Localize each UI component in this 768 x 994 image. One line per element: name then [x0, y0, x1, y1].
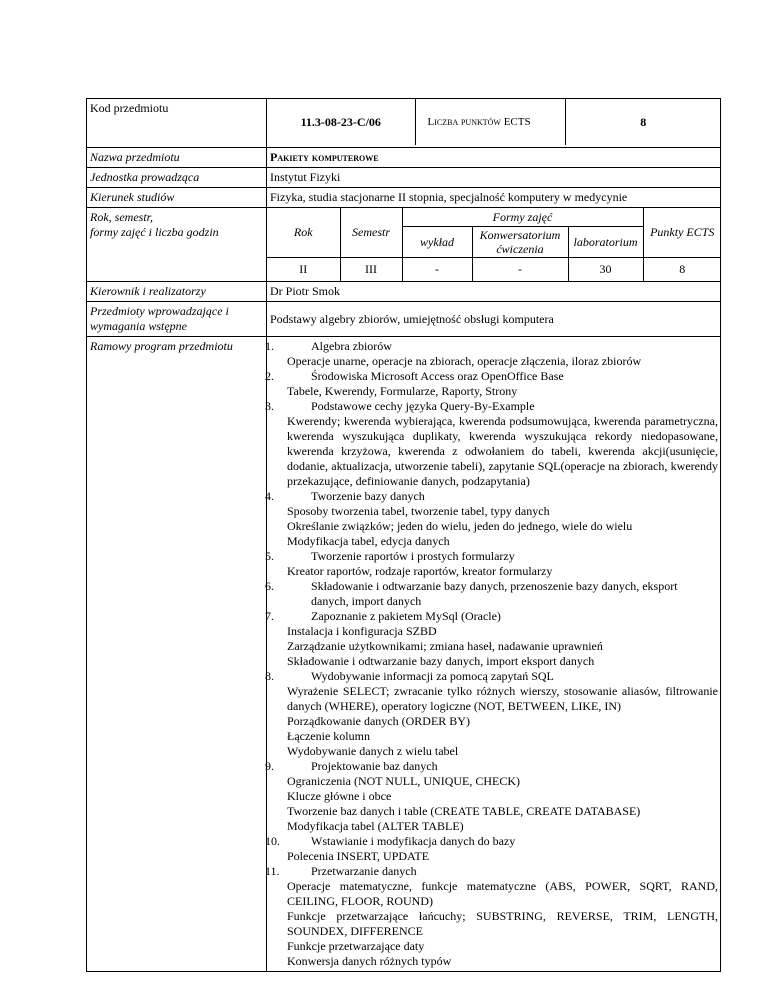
program-item-line: Kwerendy; kwerenda wybierająca, kwerenda podsumowująca, kwerenda parametryczna, kwerenda wyszukująca duplikaty, kwerenda wyszukująca rekordy niedopasowane, kwerenda krzyżowa, kwerenda z odwołaniem do tabeli, kwerenda akcji(usunięcie, dodanie, aktualizacja, utworzenie tabeli), zapytanie SQL(operacje na zbiorach, kwerendy przekazujące, definiowanie danych, podzapytania) — [287, 414, 718, 488]
course-card-table — [86, 98, 721, 972]
program-item-line: Modyfikacja tabel (ALTER TABLE) — [287, 819, 464, 833]
program-item-title — [265, 759, 718, 774]
program-item — [265, 399, 718, 489]
code-label: Kod przedmiotu — [87, 99, 267, 148]
program-label: Ramowy program przedmiotu — [87, 337, 267, 972]
program-item-title — [265, 549, 718, 564]
program-item-line: Klucze główne i obce — [287, 789, 392, 803]
program-item-title-text: Tworzenie raportów i prostych formularzy — [311, 549, 515, 563]
rok-value: II — [267, 257, 340, 281]
program-item — [265, 549, 718, 579]
prereq-label — [87, 302, 267, 337]
program-item-line: Tabele, Kwerendy, Formularze, Raporty, Strony — [287, 384, 518, 398]
program-item-number: 10. — [265, 834, 280, 848]
program-item-line: Porządkowanie danych (ORDER BY) — [287, 714, 470, 728]
program-item — [265, 759, 718, 834]
program-item — [265, 369, 718, 399]
wyklad-header: wykład — [402, 226, 472, 257]
program-item-line: Kreator raportów, rodzaje raportów, kreator formularzy — [287, 564, 553, 578]
forms-label — [87, 208, 267, 282]
program-item — [265, 864, 718, 969]
course-name: Pakiety komputerowe — [267, 148, 721, 168]
formy-header: Formy zajęć — [402, 208, 643, 226]
konwersatorium-value: - — [472, 257, 568, 281]
program-item-line: Zarządzanie użytkownikami; zmiana haseł, nadawanie uprawnień — [287, 639, 603, 653]
program-row — [87, 337, 721, 972]
code-row — [87, 99, 721, 148]
program-item-title — [265, 579, 718, 609]
program-item-line: Składowanie i odtwarzanie bazy danych, import eksport danych — [287, 654, 595, 668]
forms-label-line-1: Rok, semestr, — [90, 210, 153, 224]
prereq-label-line-2: wymagania wstępne — [90, 319, 187, 333]
program-item-number: 8. — [265, 669, 274, 683]
program-item-title-text: Wstawianie i modyfikacja danych do bazy — [311, 834, 516, 848]
program-item-line: Łączenie kolumn — [287, 729, 370, 743]
punkty-value: 8 — [643, 257, 721, 281]
field-label: Kierunek studiów — [87, 188, 267, 208]
program-item-line: Ograniczenia (NOT NULL, UNIQUE, CHECK) — [287, 774, 521, 788]
program-item-title — [265, 339, 718, 354]
semestr-value: III — [340, 257, 402, 281]
rok-header: Rok — [267, 208, 340, 257]
program-item-line: Funkcje przetwarzające daty — [287, 939, 425, 953]
program-item-line: Polecenia INSERT, UPDATE — [287, 849, 430, 863]
program-item-title — [265, 864, 718, 879]
forms-label-line-2: formy zajęć i liczba godzin — [90, 225, 219, 239]
prereq-row — [87, 302, 721, 337]
program-item-number: 9. — [265, 759, 274, 773]
program-item — [265, 579, 718, 609]
program-item-title — [265, 489, 718, 504]
program-item — [265, 609, 718, 669]
program-item-title — [265, 369, 718, 384]
program-item-number: 4. — [265, 489, 274, 503]
program-item — [265, 669, 718, 759]
program-item-line: Wydobywanie danych z wielu tabel — [287, 744, 459, 758]
program-item — [265, 489, 718, 549]
lead-value: Dr Piotr Smok — [267, 282, 721, 302]
program-item-title — [265, 399, 718, 414]
program-item-line: Modyfikacja tabel, edycja danych — [287, 534, 450, 548]
program-item-number: 5. — [265, 549, 274, 563]
program-item-number: 2. — [265, 369, 274, 383]
forms-row — [87, 208, 721, 282]
wyklad-value: - — [402, 257, 472, 281]
forms-cell — [267, 208, 721, 282]
program-item-line: Instalacja i konfiguracja SZBD — [287, 624, 437, 638]
unit-value: Instytut Fizyki — [267, 168, 721, 188]
program-item-number: 3. — [265, 399, 274, 413]
forms-table — [267, 208, 721, 281]
program-item-line: Wyrażenie SELECT; zwracanie tylko różnych wierszy, stosowanie aliasów, filtrowanie danych (WHERE), operatory logiczne (NOT, BETWEEN, LIKE, IN) — [287, 684, 718, 713]
semestr-header: Semestr — [340, 208, 402, 257]
ects-label: Liczba punktów ECTS — [415, 99, 565, 145]
program-item-title-text: Środowiska Microsoft Access oraz OpenOffice Base — [311, 369, 564, 383]
ects-value: 8 — [640, 115, 647, 129]
program-item-title-text: Składowanie i odtwarzanie bazy danych, przenoszenie bazy danych, eksport danych, import danych — [311, 579, 678, 608]
code-ects-cell — [267, 99, 721, 148]
program-item-number: 7. — [265, 609, 274, 623]
course-code: 11.3-08-23-C/06 — [267, 99, 415, 145]
program-item-line: Funkcje przetwarzające łańcuchy; SUBSTRING, REVERSE, TRIM, LENGTH, SOUNDEX, DIFFERENCE — [287, 909, 718, 938]
program-content — [267, 337, 721, 972]
program-item-number: 6. — [265, 579, 274, 593]
program-item-title-text: Zapoznanie z pakietem MySql (Oracle) — [311, 609, 501, 623]
program-item-title-text: Przetwarzanie danych — [311, 864, 417, 878]
name-label: Nazwa przedmiotu — [87, 148, 267, 168]
program-item — [265, 834, 718, 864]
program-item-line: Określanie związków; jeden do wielu, jeden do jednego, wiele do wielu — [287, 519, 633, 533]
lead-row — [87, 282, 721, 302]
unit-row — [87, 168, 721, 188]
program-item-title — [265, 834, 718, 849]
konwersatorium-header: Konwersatorium ćwiczenia — [472, 226, 568, 257]
field-value: Fizyka, studia stacjonarne II stopnia, specjalność komputery w medycynie — [267, 188, 721, 208]
unit-label: Jednostka prowadząca — [87, 168, 267, 188]
program-item-title — [265, 669, 718, 684]
prereq-label-line-1: Przedmioty wprowadzające i — [90, 304, 229, 318]
program-item — [265, 339, 718, 369]
code-ects-inner — [267, 99, 721, 145]
program-item-number: 11. — [265, 864, 280, 878]
program-item-line: Konwersja danych różnych typów — [287, 954, 452, 968]
lead-label: Kierownik i realizatorzy — [87, 282, 267, 302]
program-item-title-text: Algebra zbiorów — [311, 339, 392, 353]
name-row — [87, 148, 721, 168]
program-item-title — [265, 609, 718, 624]
program-item-title-text: Projektowanie baz danych — [311, 759, 438, 773]
prereq-value: Podstawy algebry zbiorów, umiejętność obsługi komputera — [267, 302, 721, 337]
program-item-line: Operacje unarne, operacje na zbiorach, operacje złączenia, iloraz zbiorów — [287, 354, 642, 368]
program-item-title-text: Wydobywanie informacji za pomocą zapytań SQL — [311, 669, 554, 683]
program-item-title-text: Podstawowe cechy języka Query-By-Example — [311, 399, 535, 413]
program-item-title-text: Tworzenie bazy danych — [311, 489, 425, 503]
laboratorium-value: 30 — [568, 257, 643, 281]
field-row — [87, 188, 721, 208]
program-item-number: 1. — [265, 339, 274, 353]
program-item-line: Tworzenie baz danych i table (CREATE TABLE, CREATE DATABASE) — [287, 804, 641, 818]
program-item-line: Operacje matematyczne, funkcje matematyczne (ABS, POWER, SQRT, RAND, CEILING, FLOOR, ROUND) — [287, 879, 718, 908]
punkty-header: Punkty ECTS — [643, 208, 721, 257]
laboratorium-header: laboratorium — [568, 226, 643, 257]
program-item-line: Sposoby tworzenia tabel, tworzenie tabel, typy danych — [287, 504, 550, 518]
